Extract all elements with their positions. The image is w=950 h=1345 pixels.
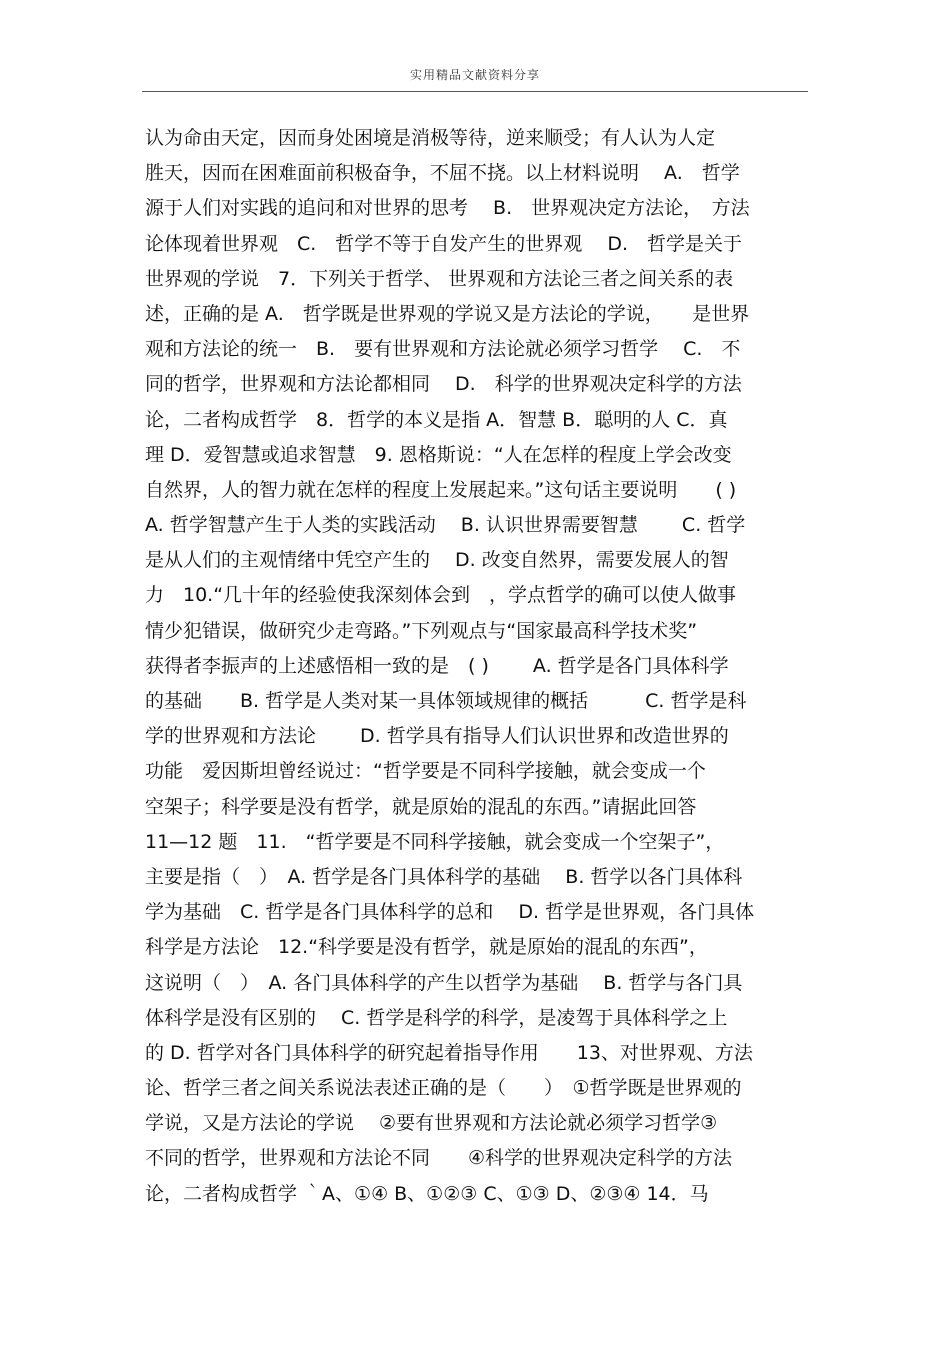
body-text — [145, 121, 817, 1212]
text-line: 这说明（ ） A. 各门具体科学的产生以哲学为基础 B. 哲学与各门具 — [145, 971, 743, 994]
text-line: 是从人们的主观情绪中凭空产生的 D. 改变自然界，需要发展人的智 — [145, 549, 729, 572]
text-line: A. 哲学智慧产生于人类的实践活动 B. 认识世界需要智慧 C. 哲学 — [145, 514, 746, 537]
text-line: 论，二者构成哲学 8．哲学的本义是指 A．智慧 B．聪明的人 C．真 — [145, 408, 728, 431]
text-line: 情少犯错误，做研究少走弯路。”下列观点与“国家最高科学技术奖” — [145, 619, 698, 642]
text-line: 论、哲学三者之间关系说法表述正确的是（ ） ①哲学既是世界观的 — [145, 1077, 742, 1100]
text-line: 体科学是没有区别的 C. 哲学是科学的科学，是凌驾于具体科学之上 — [145, 1006, 728, 1029]
text-line: 力 10.“几十年的经验使我深刻体会到 ，学点哲学的确可以使人做事 — [145, 584, 737, 607]
text-line: 学为基础 C. 哲学是各门具体科学的总和 D. 哲学是世界观，各门具体 — [145, 901, 755, 924]
text-line: 的基础 B. 哲学是人类对某一具体领域规律的概括 C. 哲学是科 — [145, 690, 747, 712]
text-line: 自然界，人的智力就在怎样的程度上发展起来。”这句话主要说明 ( ) — [145, 478, 737, 501]
text-line: 述，正确的是 A. 哲学既是世界观的学说又是方法论的学说， 是世界 — [145, 302, 750, 325]
text-line: 胜天，因而在困难面前积极奋争，不屈不挠。以上材料说明 A. 哲学 — [145, 162, 740, 185]
page-header: 实用精品文献资料分享 — [409, 68, 540, 82]
text-line: 同的哲学，世界观和方法论都相同 D. 科学的世界观决定科学的方法 — [145, 373, 742, 396]
text-line: 论体现着世界观 C. 哲学不等于自发产生的世界观 D. 哲学是关于 — [145, 232, 743, 255]
text-line: 空架子；科学要是没有哲学，就是原始的混乱的东西。”请据此回答 — [145, 795, 697, 818]
text-line: 世界观的学说 7．下列关于哲学、 世界观和方法论三者之间关系的表 — [145, 267, 734, 290]
text-line: 源于人们对实践的追问和对世界的思考 B. 世界观决定方法论， 方法 — [145, 197, 750, 220]
text-line: 理 D．爱智慧或追求智慧 9. 恩格斯说：“人在怎样的程度上学会改变 — [145, 443, 732, 466]
text-line: 论，二者构成哲学 ｀A、①④ B、①②③ C、①③ D、②③④ 14．马 — [145, 1182, 709, 1205]
text-line: 功能 爱因斯坦曾经说过：“哲学要是不同科学接触，就会变成一个 — [145, 760, 706, 783]
text-line: 获得者李振声的上述感悟相一致的是 ( ) A. 哲学是各门具体科学 — [145, 654, 729, 677]
text-line: 不同的哲学，世界观和方法论不同 ④科学的世界观决定科学的方法 — [145, 1147, 733, 1170]
text-line: 认为命由天定，因而身处困境是消极等待，逆来顺受；有人认为人定 — [145, 127, 716, 149]
text-line: 观和方法论的统一 B. 要有世界观和方法论就必须学习哲学 C. 不 — [145, 338, 741, 361]
text-line: 的 D. 哲学对各门具体科学的研究起着指导作用 13、对世界观、方法 — [145, 1041, 753, 1064]
text-line: 主要是指（ ） A. 哲学是各门具体科学的基础 B. 哲学以各门具体科 — [145, 865, 743, 888]
header-divider — [142, 91, 808, 92]
text-line: 11—12 题 11. “哲学要是不同科学接触，就会变成一个空架子”， — [145, 830, 725, 853]
text-line: 学说，又是方法论的学说 ②要有世界观和方法论就必须学习哲学③ — [145, 1112, 718, 1135]
text-line: 学的世界观和方法论 D. 哲学具有指导人们认识世界和改造世界的 — [145, 725, 729, 748]
text-line: 科学是方法论 12.“科学要是没有哲学，就是原始的混乱的东西”， — [145, 936, 708, 959]
